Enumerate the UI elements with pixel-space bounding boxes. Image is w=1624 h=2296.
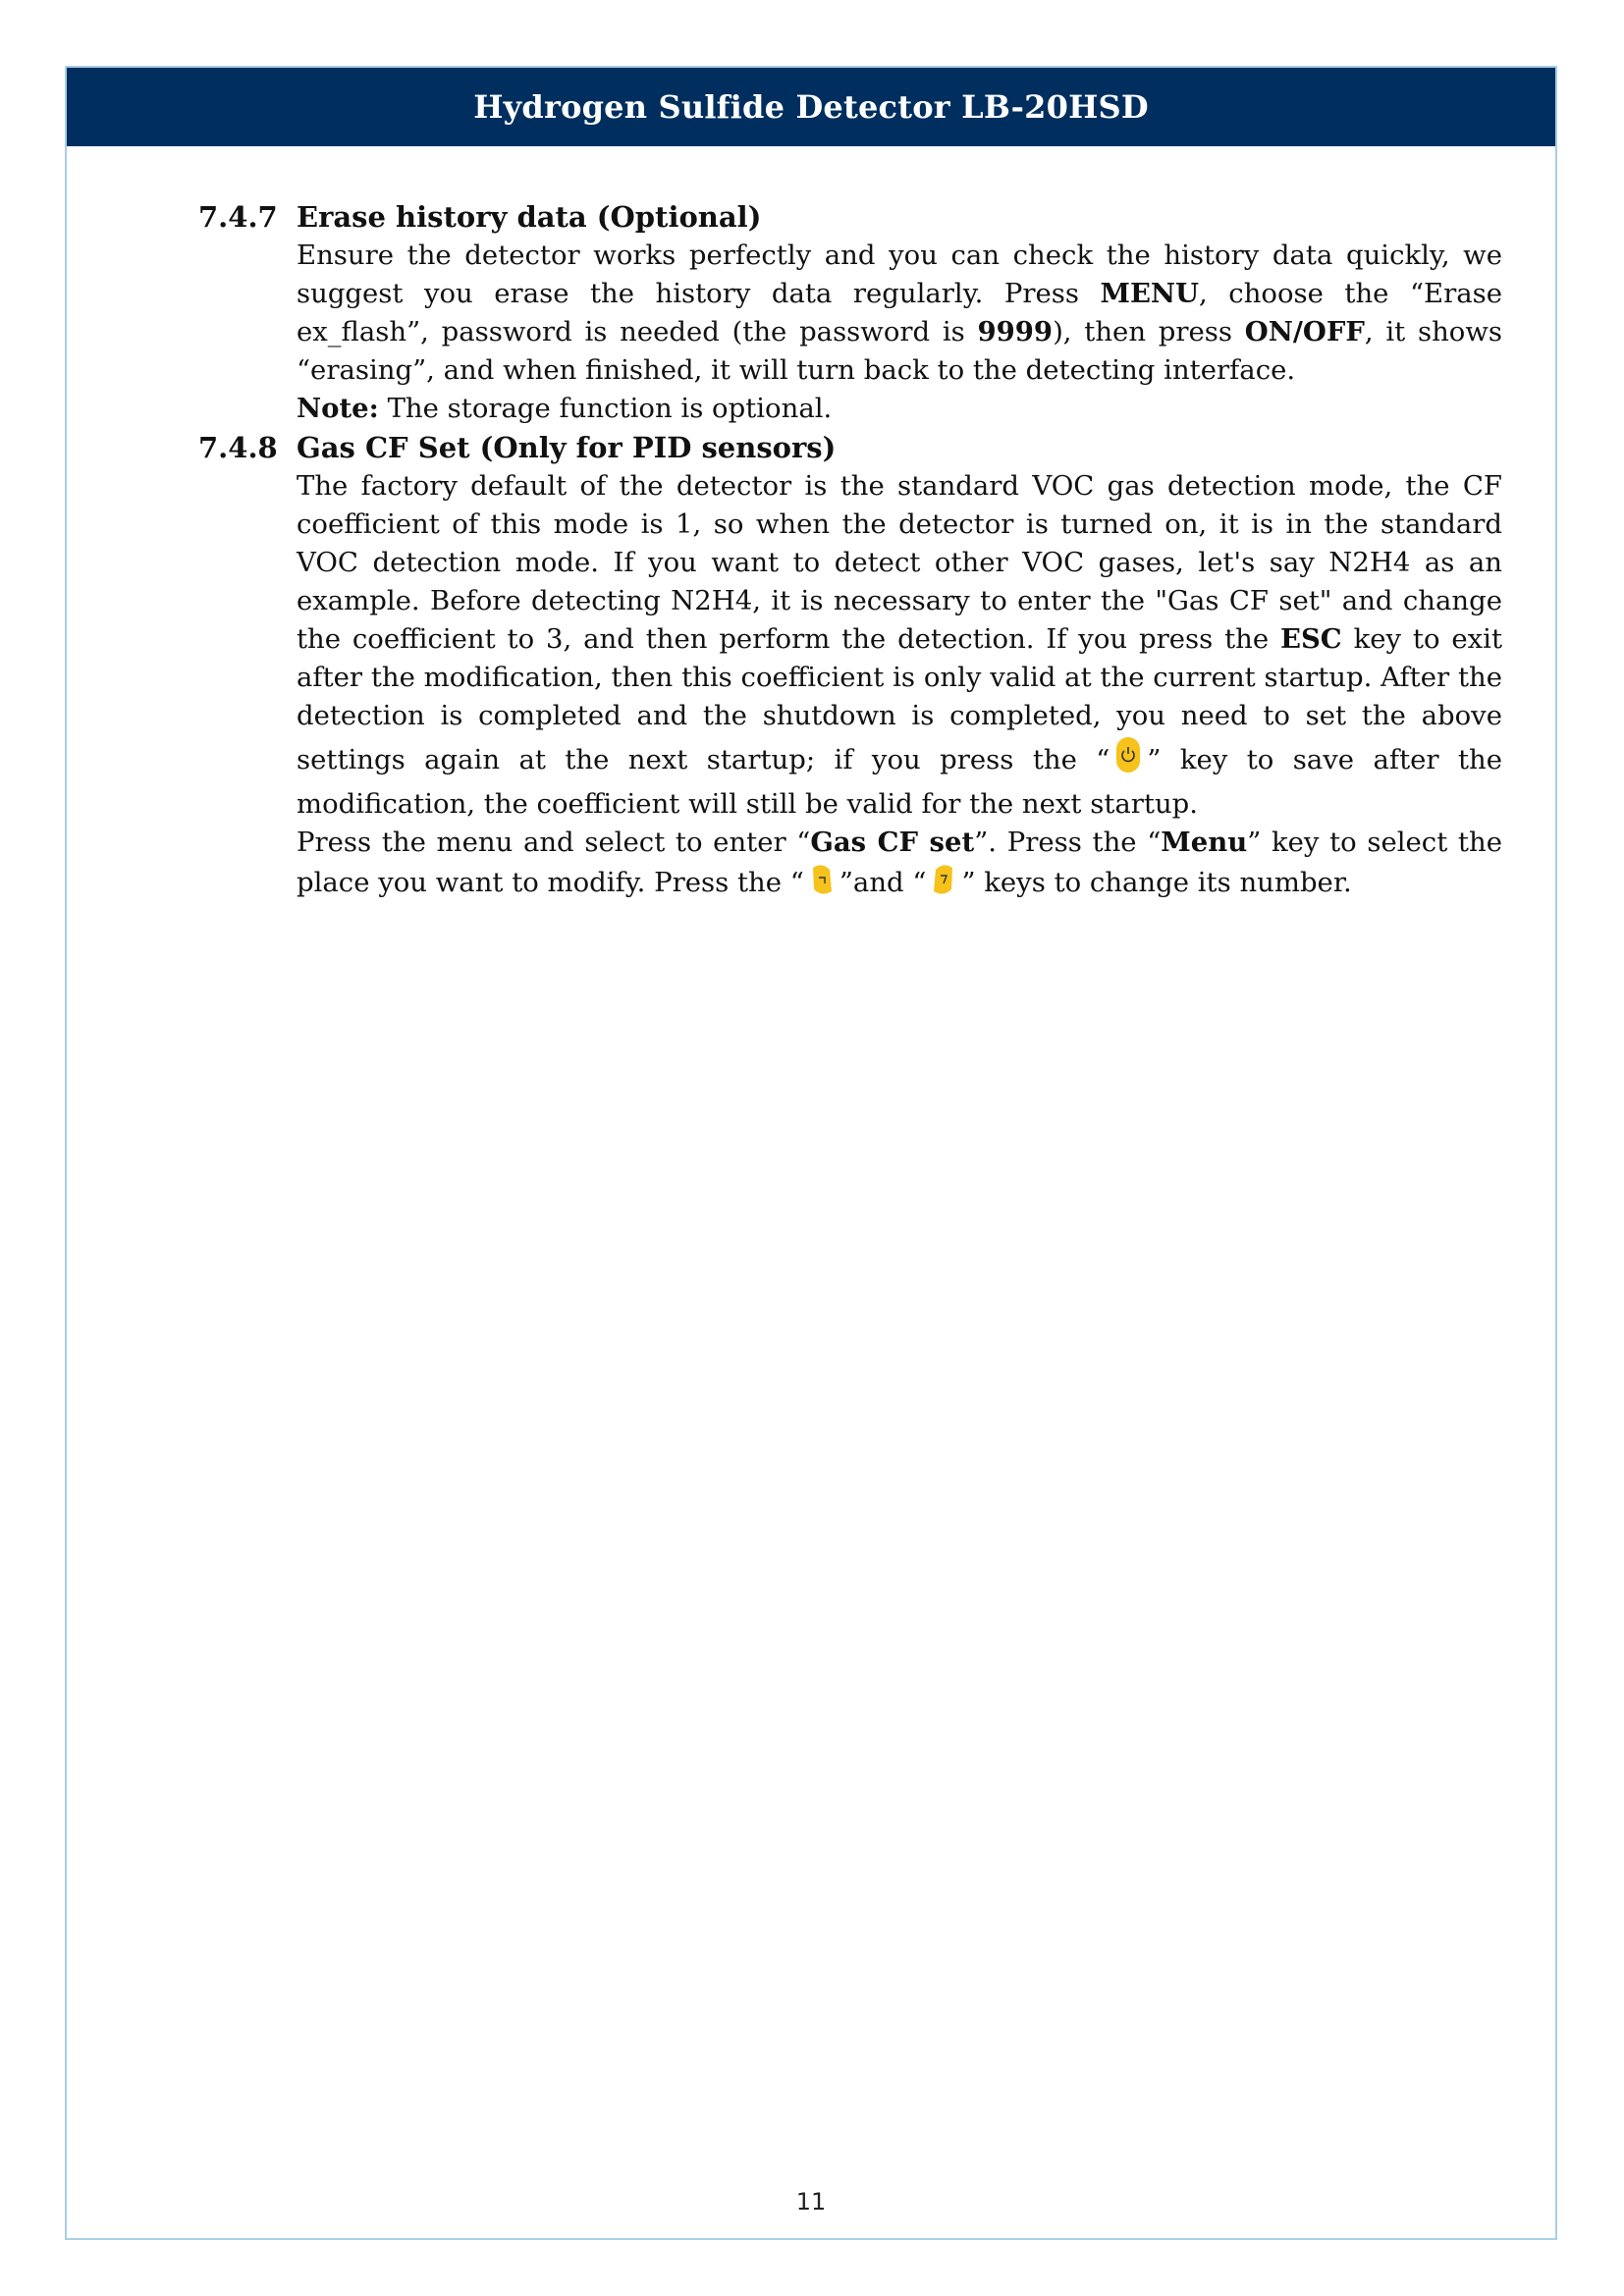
text: Press the menu and select to enter “ [297, 827, 811, 858]
document-title: Hydrogen Sulfide Detector LB-20HSD [473, 88, 1149, 126]
text: ” keys to change its number. [961, 867, 1352, 898]
text: ” key to save after the modification, the coefficient will still be valid for the next startup. [297, 744, 1503, 820]
left-arrow-key-icon [810, 862, 834, 908]
text: ” key to select the place you want to modify. Press the “ [297, 827, 1502, 898]
power-key-icon [1115, 735, 1141, 785]
menu-key-label: Menu [1161, 827, 1248, 858]
text: Ensure the detector works perfectly and you can check the history data quickly, we suggest you erase the history data regularly. Press [297, 240, 1502, 309]
gas-cf-set-label: Gas CF set [810, 827, 975, 858]
text: , it shows “erasing”, and when finished, it will turn back to the detecting interface. [297, 316, 1503, 386]
section-number: 7.4.8 [198, 431, 278, 464]
password-value: 9999 [977, 316, 1054, 347]
section-number: 7.4.7 [198, 200, 278, 234]
paragraph [297, 824, 1502, 908]
text: ), then press [1053, 316, 1245, 347]
section-heading-7-4-7 [198, 197, 1502, 237]
note-text: The storage function is optional. [378, 393, 833, 424]
page-content [198, 197, 1502, 908]
paragraph [297, 237, 1502, 390]
right-arrow-key-icon [932, 862, 955, 908]
text: ”. Press the “ [974, 827, 1162, 858]
paragraph [297, 467, 1502, 824]
page-number: 11 [795, 2188, 827, 2216]
header-bar [67, 68, 1555, 146]
section-heading-7-4-8 [198, 428, 1502, 467]
section-title: Erase history data (Optional) [297, 200, 762, 234]
esc-key-label: ESC [1279, 623, 1342, 655]
text: key to exit after the modification, then this coefficient is only valid at the current startup. After the detection is completed and the shutdown is completed, you need to set the above settings again at the next startup; if you press the “ [297, 623, 1503, 775]
text: , choose the “Erase ex_flash”, password is needed (the password is [297, 278, 1502, 347]
note-label: Note: [297, 393, 379, 424]
text: ”and “ [839, 867, 927, 898]
onoff-key-label: ON/OFF [1244, 316, 1365, 347]
section-title: Gas CF Set (Only for PID sensors) [297, 431, 837, 464]
section-body-7-4-7 [297, 237, 1502, 428]
page-frame [65, 66, 1557, 2240]
menu-key-label: MENU [1100, 278, 1200, 309]
text: The factory default of the detector is the standard VOC gas detection mode, the CF coefficient of this mode is 1, so when the detector is turned on, it is in the standard VOC detection mode. If you want to detect other VOC gases, let's say N2H4 as an example. Before detecting N2H4, it is necessary to enter the "Gas CF set" and change the coefficient to 3, and then perform the detection. If you press the [297, 470, 1502, 655]
section-body-7-4-8 [297, 467, 1502, 908]
note-paragraph [297, 390, 1502, 428]
